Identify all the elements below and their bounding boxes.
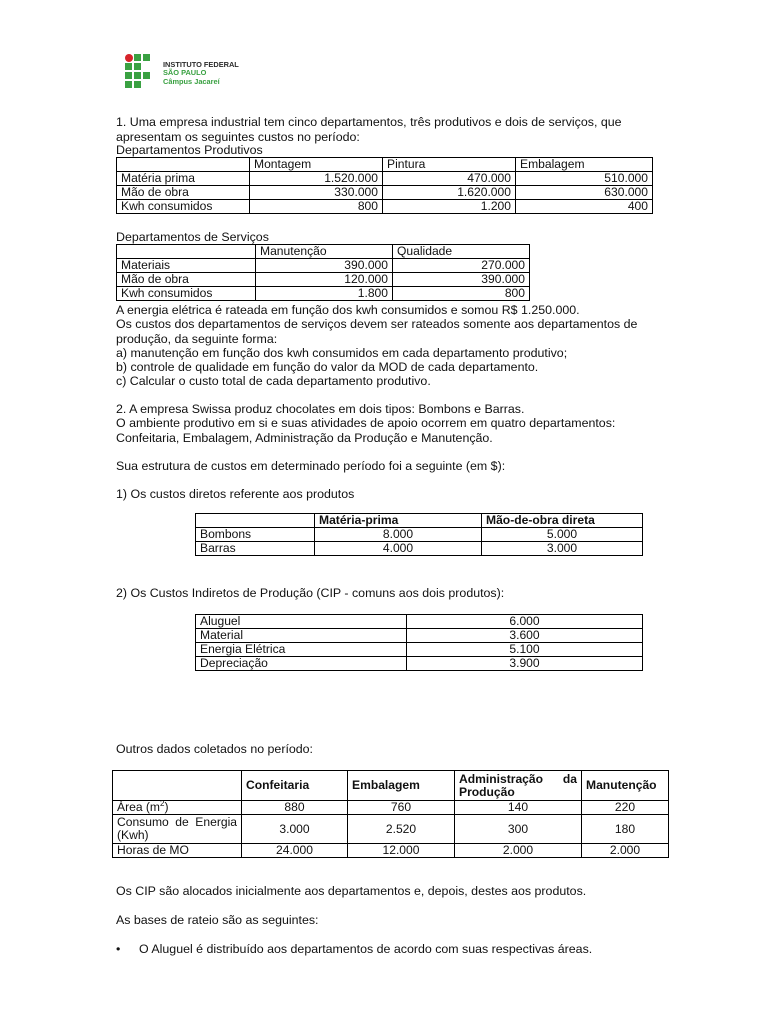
q2-other-title: Outros dados coletados no período: — [116, 742, 314, 756]
table-header: Montagem — [250, 158, 383, 172]
cell: 120.000 — [256, 273, 393, 287]
cell: 220 — [582, 801, 669, 815]
logo-line-3: Câmpus Jacareí — [163, 76, 220, 86]
row-label: Mão de obra — [117, 186, 250, 200]
table-row — [117, 186, 653, 200]
cell: 300 — [455, 815, 582, 844]
cell: 5.100 — [407, 643, 643, 657]
cell: 3.900 — [407, 657, 643, 671]
cell: 3.000 — [242, 815, 348, 844]
row-label: Material — [196, 629, 407, 643]
table-header: Pintura — [383, 158, 516, 172]
cell: 6.000 — [407, 615, 643, 629]
table-row — [117, 172, 653, 186]
table-header: Administração da Produção — [455, 771, 582, 801]
institute-logo — [123, 50, 253, 92]
table-row — [196, 657, 643, 671]
area-close: ) — [164, 800, 169, 814]
row-label: Aluguel — [196, 615, 407, 629]
table-header: Embalagem — [516, 158, 653, 172]
table-row — [196, 528, 643, 542]
q2-bullet-1: O Aluguel é distribuído aos departamentos de acordo com suas respectivas áreas. — [139, 942, 593, 956]
direct-costs-table — [195, 513, 643, 556]
row-label: Kwh consumidos — [117, 200, 250, 214]
cell: 3.000 — [482, 542, 643, 556]
row-label: Bombons — [196, 528, 315, 542]
cell: 5.000 — [482, 528, 643, 542]
row-label: Horas de MO — [113, 844, 242, 858]
logo-mark-icon — [123, 50, 163, 90]
table-row — [117, 287, 530, 301]
cell: 140 — [455, 801, 582, 815]
row-label: Barras — [196, 542, 315, 556]
cell: 1.200 — [383, 200, 516, 214]
table-row — [117, 259, 530, 273]
cell: 1.520.000 — [250, 172, 383, 186]
table-row — [113, 815, 669, 844]
row-label: Kwh consumidos — [117, 287, 256, 301]
table-header — [196, 514, 315, 528]
cell: 2.520 — [348, 815, 455, 844]
table-header: Mão-de-obra direta — [482, 514, 643, 528]
q1-item-a: a) manutenção em função dos kwh consumidos em cada departamento produtivo; — [116, 346, 568, 360]
cell: 800 — [250, 200, 383, 214]
table-header: Embalagem — [348, 771, 455, 801]
row-label: Matéria prima — [117, 172, 250, 186]
table-header — [117, 245, 256, 259]
cell: 800 — [393, 287, 530, 301]
cell: 390.000 — [393, 273, 530, 287]
row-label: Materiais — [117, 259, 256, 273]
cell: 8.000 — [315, 528, 482, 542]
logo-line-2: SÃO PAULO — [163, 68, 207, 78]
cell: 760 — [348, 801, 455, 815]
table-header: Matéria-prima — [315, 514, 482, 528]
q1-item-b: b) controle de qualidade em função do valor da MOD de cada departamento. — [116, 360, 539, 374]
cell: 24.000 — [242, 844, 348, 858]
row-label — [113, 798, 242, 815]
cell: 400 — [516, 200, 653, 214]
cell: 470.000 — [383, 172, 516, 186]
bullet-icon: • — [116, 942, 121, 956]
cell: 630.000 — [516, 186, 653, 200]
cell: 2.000 — [582, 844, 669, 858]
q2-bases: As bases de rateio são as seguintes: — [116, 913, 319, 927]
q2-cip-title: 2) Os Custos Indiretos de Produção (CIP - comuns aos dois produtos): — [116, 586, 505, 600]
indirect-costs-table — [195, 614, 643, 671]
logo-line-1: INSTITUTO FEDERAL — [163, 60, 239, 69]
q2-intro-2: O ambiente produtivo em si e suas atividades de apoio ocorrem em quatro departamentos: Confeitaria, Embalagem, Administração da Produção e Manutenção. — [116, 416, 616, 445]
q1-item-c: c) Calcular o custo total de cada departamento produtivo. — [116, 374, 431, 388]
table-row — [113, 844, 669, 858]
q2-direct-title: 1) Os custos diretos referente aos produtos — [116, 487, 355, 501]
table-header: Manutenção — [256, 245, 393, 259]
q2-structure: Sua estrutura de custos em determinado período foi a seguinte (em $): — [116, 459, 506, 473]
cell: 510.000 — [516, 172, 653, 186]
area-superscript: 2 — [160, 798, 165, 808]
table-header: Qualidade — [393, 245, 530, 259]
row-label: Consumo de Energia (Kwh) — [113, 815, 242, 844]
table-row — [196, 629, 643, 643]
table-header: Confeitaria — [242, 771, 348, 801]
cell: 880 — [242, 801, 348, 815]
table-row — [196, 542, 643, 556]
row-label: Energia Elétrica — [196, 643, 407, 657]
table-row — [117, 273, 530, 287]
q2-cip-alloc: Os CIP são alocados inicialmente aos departamentos e, depois, destes aos produtos. — [116, 884, 587, 898]
service-departments-table — [116, 244, 530, 301]
q1-allocation-note: Os custos dos departamentos de serviços devem ser rateados somente aos departamentos de produção, da seguinte forma: — [116, 317, 638, 346]
cell: 3.600 — [407, 629, 643, 643]
table-header — [113, 771, 242, 801]
other-data-table — [112, 770, 669, 858]
cell: 2.000 — [455, 844, 582, 858]
cell: 1.620.000 — [383, 186, 516, 200]
table-header: Manutenção — [582, 771, 669, 801]
table-row — [196, 615, 643, 629]
q1-energy-note: A energia elétrica é rateada em função dos kwh consumidos e somou R$ 1.250.000. — [116, 303, 580, 317]
table-header — [117, 158, 250, 172]
q1-intro: 1. Uma empresa industrial tem cinco departamentos, três produtivos e dois de serviços, que apresentam os seguintes custos no período: — [116, 115, 622, 144]
cell: 1.800 — [256, 287, 393, 301]
productive-departments-table — [116, 157, 653, 214]
area-label: Área (m — [117, 800, 161, 814]
cell: 12.000 — [348, 844, 455, 858]
row-label: Mão de obra — [117, 273, 256, 287]
table-row — [117, 200, 653, 214]
q1-serv-title: Departamentos de Serviços — [116, 230, 269, 244]
cell: 180 — [582, 815, 669, 844]
cell: 4.000 — [315, 542, 482, 556]
row-label: Depreciação — [196, 657, 407, 671]
table-row — [113, 801, 669, 815]
q1-prod-title: Departamentos Produtivos — [116, 143, 263, 157]
table-row — [196, 643, 643, 657]
cell: 390.000 — [256, 259, 393, 273]
q2-intro-1: 2. A empresa Swissa produz chocolates em dois tipos: Bombons e Barras. — [116, 402, 525, 416]
cell: 330.000 — [250, 186, 383, 200]
cell: 270.000 — [393, 259, 530, 273]
